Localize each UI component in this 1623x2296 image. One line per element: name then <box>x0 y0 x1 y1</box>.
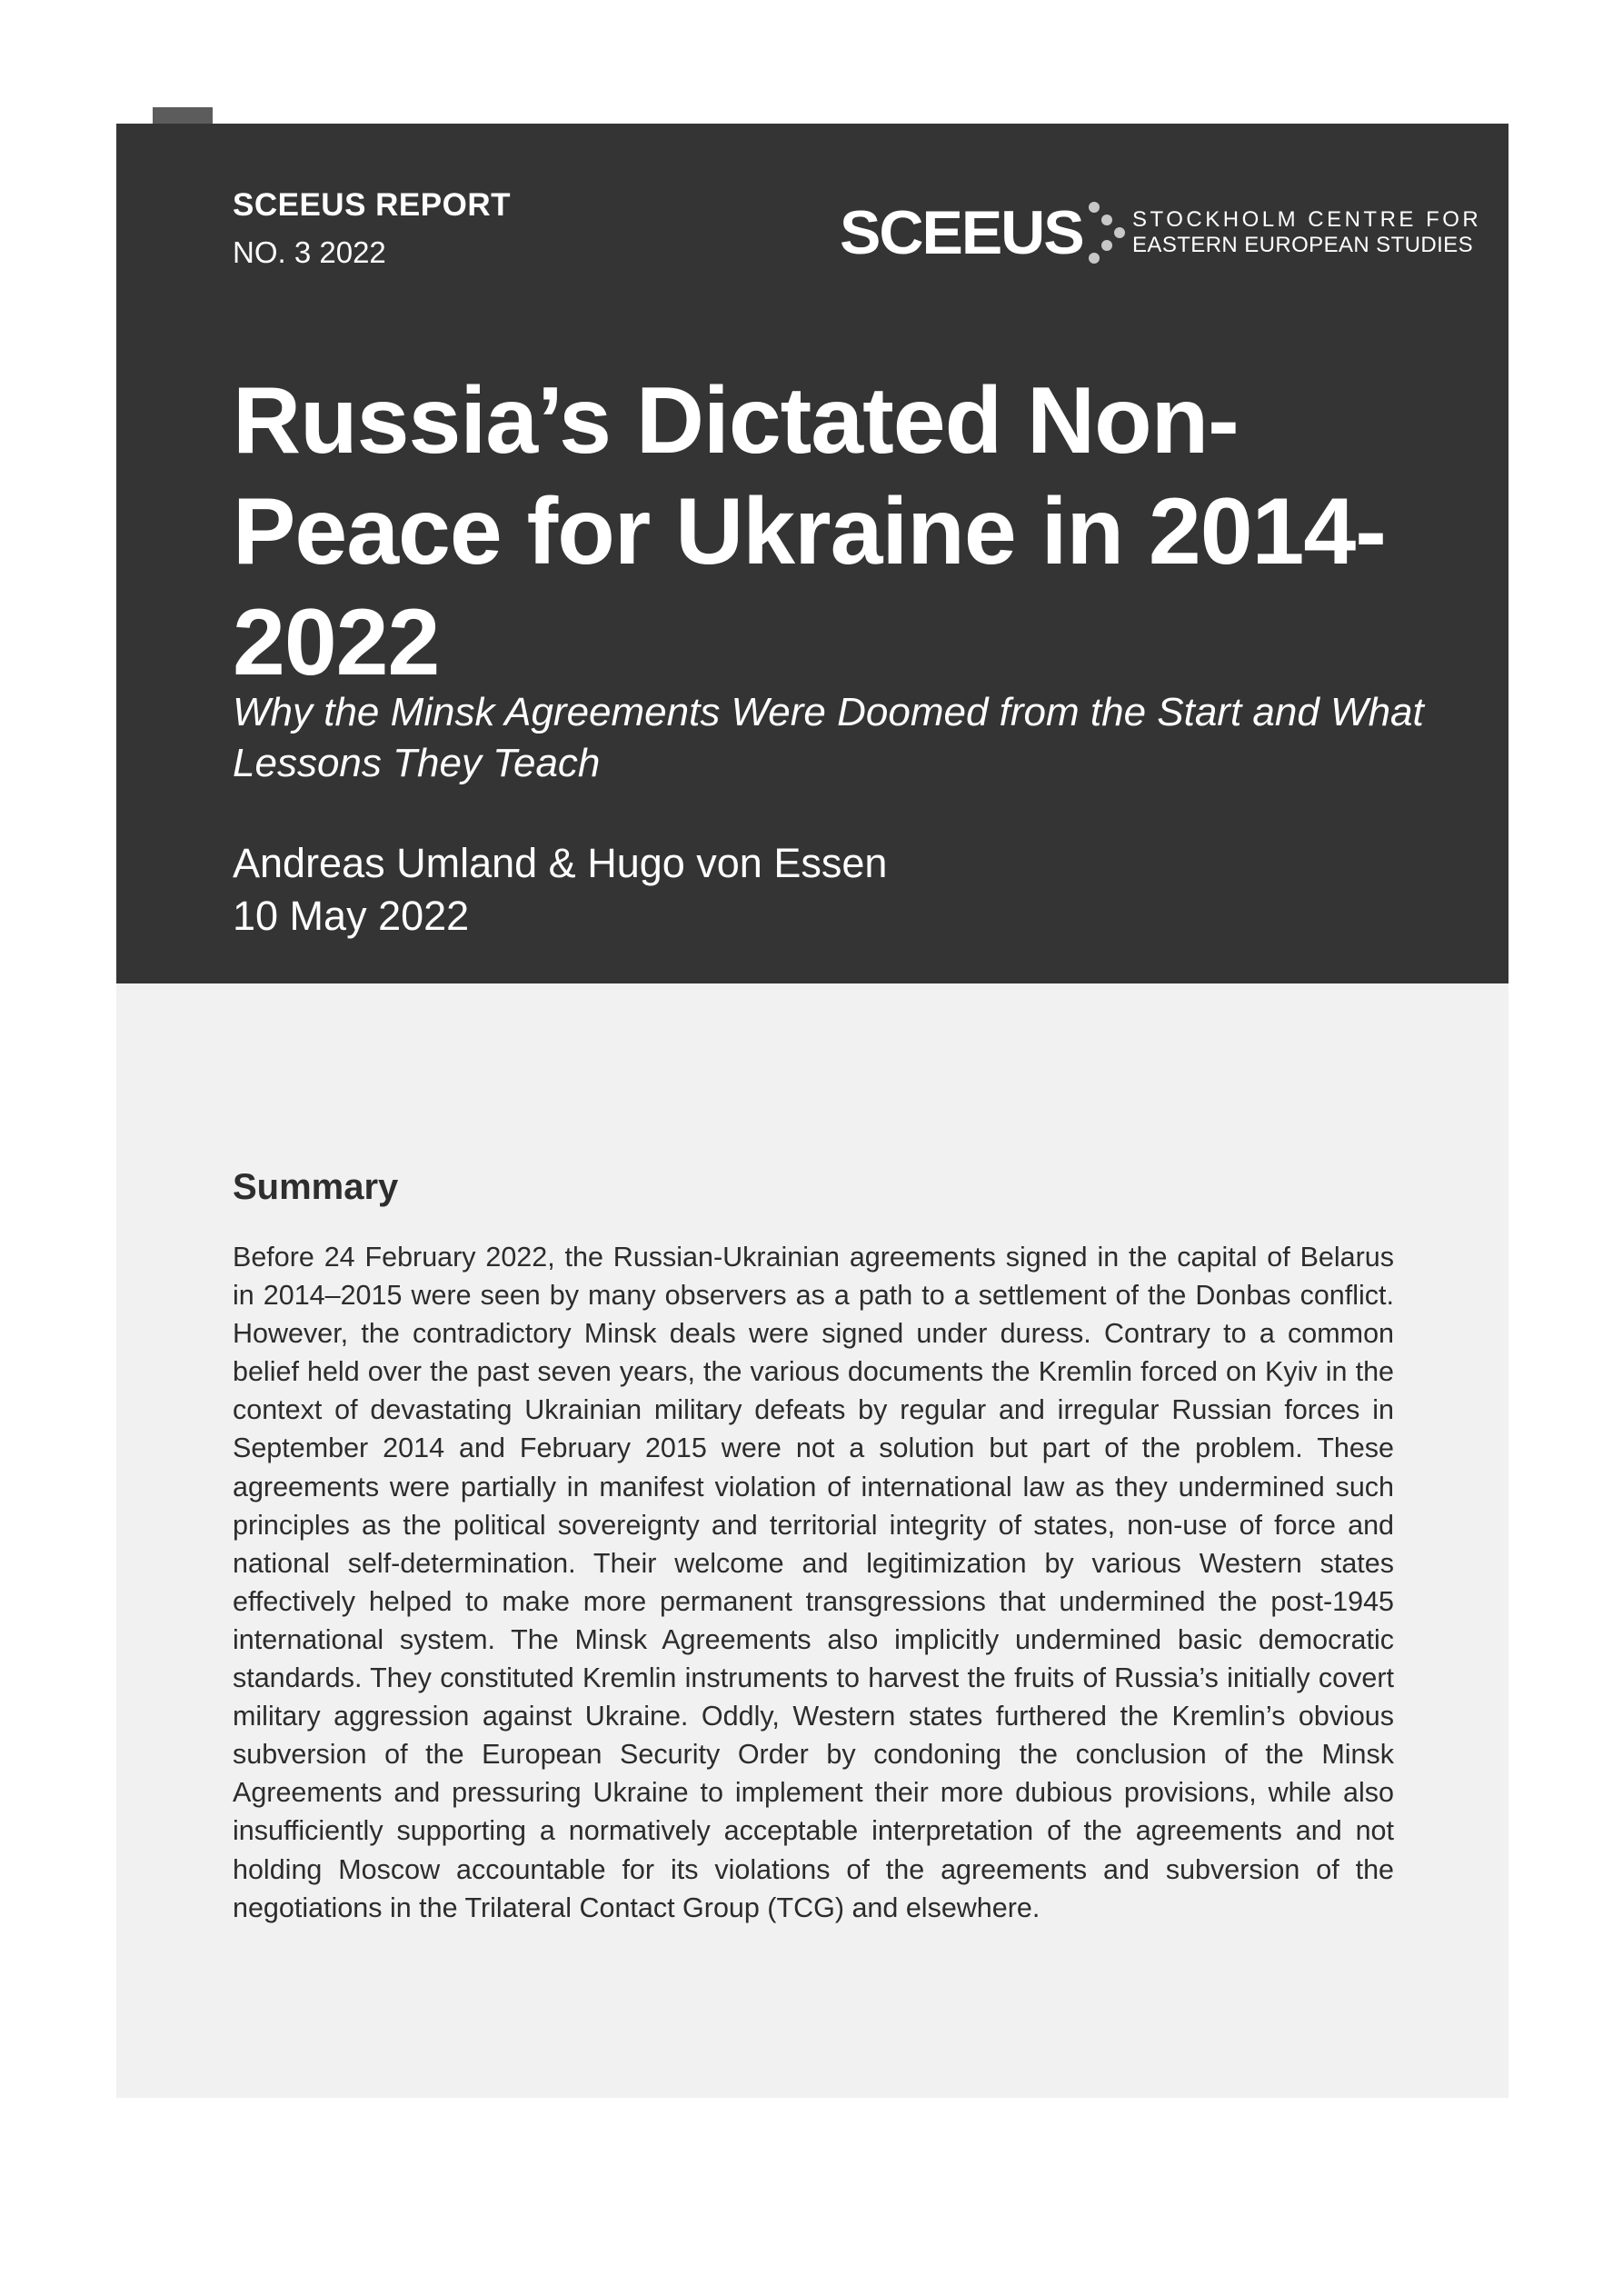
publication-date: 10 May 2022 <box>233 893 470 939</box>
summary-text: Before 24 February 2022, the Russian-Ukrainian agreements signed in the capital of Belarus in 2014–2015 were seen by many observers as a path to a settlement of the Donbas conflict. However, the contradictory Minsk deals were signed under duress. Contrary to a common belief held over the past seven years, the various documents the Kremlin forced on Kyiv in the context of devastating Ukrainian military defeats by regular and irregular Russian forces in September 2014 and February 2015 were not a solution but part of the problem. These agreements were partially in manifest violation of international law as they undermined such principles as the political sovereignty and territorial integrity of states, non-use of force and national self-determination. Their welcome and legitimization by various Western states effectively helped to make more permanent transgressions that undermined the post-1945 international system. The Minsk Agreements also implicitly undermined basic democratic standards. They constituted Kremlin instruments to harvest the fruits of Russia’s initially covert military aggression against Ukraine. Oddly, Western states furthered the Kremlin’s obvious subversion of the European Security Order by condoning the conclusion of the Minsk Agreements and pressuring Ukraine to implement their more dubious provisions, while also insufficiently supporting a normatively acceptable interpretation of the agreements and not holding Moscow accountable for its violations of the agreements and subversion of the negotiations in the Trilateral Contact Group (TCG) and elsewhere. <box>233 1242 1394 1923</box>
logo-text-line-2: EASTERN EUROPEAN STUDIES <box>1132 233 1474 257</box>
sceeus-logo <box>840 196 1482 269</box>
summary-heading: Summary <box>233 1167 399 1207</box>
report-number: NO. 3 2022 <box>233 235 386 269</box>
report-title: Russia’s Dictated Non-Peace for Ukraine in 2014-2022 <box>233 368 1386 695</box>
report-subtitle: Why the Minsk Agreements Were Doomed from the Start and What Lessons They Teach <box>233 690 1424 785</box>
dots-arrow-icon <box>1085 198 1138 267</box>
logo-text-line-1: STOCKHOLM CENTRE FOR <box>1132 207 1482 232</box>
logo-wordmark: SCEEUS <box>840 198 1083 267</box>
report-series-label: SCEEUS REPORT <box>233 187 511 223</box>
authors: Andreas Umland & Hugo von Essen <box>233 840 888 886</box>
